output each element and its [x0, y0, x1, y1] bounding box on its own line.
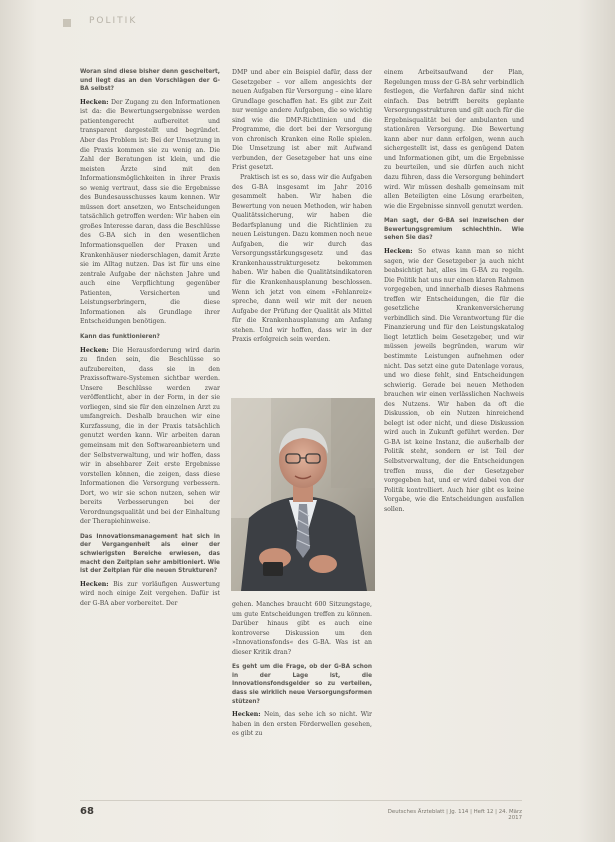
answer-paragraph: [384, 247, 524, 514]
column-1: [80, 68, 220, 609]
header-marker: [63, 19, 71, 27]
column-2: [232, 68, 372, 345]
answer-text: Nein, das sehe ich so nicht. Wir haben in den ersten Förderwellen gesehen, es gibt zu: [232, 711, 372, 738]
body-paragraph: gehen. Manches braucht 600 Sitzungstage, um gute Entscheidungen treffen zu können. Darüber hinaus gibt es auch eine kontroverse Diskussion um den »Innovationsfonds« des G-BA. Was ist an dieser Kritik dran?: [232, 601, 372, 656]
body-paragraph: Praktisch ist es so, dass wir die Aufgaben des G-BA insgesamt im Jahr 2016 gesammelt haben. Wir haben die Bewertung von neuen Methoden, wir haben Qualitätssicherung, wir haben die Bedarfsplanung und die Richtlinien zu neuen Leistungen. Dazu kommen noch neue Aufgaben, die wir durch das Versorgungsstärkungsgesetz und das Krankenhausstrukturgesetz bekommen haben. Wir haben die Qualitätsindikatoren für die Krankenhausplanung beschlossen. Wenn ich jetzt von einem »Fehlanreiz« spreche, dann weil wir mit der neuen Aufgabe der Prüfung der Qualität als Mittel für die Krankenhausplanung am Anfang stehen. Und wir hoffen, dass wir in der Praxis erfolgreich sein werden.: [232, 174, 372, 344]
body-paragraph: einem Arbeitsaufwand der Plan, Regelungen muss der G-BA sehr verbindlich festlegen, die Verfahren dafür sind nicht einfach. Das betrifft bereits geplante Versorgungsstrukturen und gilt auch für die Ergebnisqualität bei der ambulanten und stationären Versorgung. Die Bewertung kann aber nur dann erfolgen, wenn auch sichergestellt ist, dass es genügend Daten und Informationen gibt, um die Ergebnisse zu beurteilen, und sie dürfen auch nicht dazu führen, dass die Versorgung behindert wird. Wir müssen deshalb gemeinsam mit allen Beteiligten eine Lösung erarbeiten, wie die Ergebnisse sinnvoll genutzt werden.: [384, 69, 524, 210]
body-paragraph: DMP und aber ein Beispiel dafür, dass der Gesetzgeber – vor allem angesichts der neuen Aufgaben für Versorgung – eine klare Grundlage geschaffen hat. Es gibt zur Zeit nur wenige andere Aufgaben, die so wichtig sind wie die DMP-Richtlinien und die Programme, die dort bei der Versorgung von chronisch Kranken eine Rolle spielen. Die Umsetzung ist aber mit Aufwand verbunden, der Gesetzgeber hat uns eine Frist gesetzt.: [232, 69, 372, 172]
answer-paragraph: [232, 710, 372, 739]
answer-text: So etwas kann man so nicht sagen, wie der Gesetzgeber ja auch nicht beabsichtigt hat, alles im G-BA zu regeln. Die Politik hat uns nur einen klaren Rahmen vorgegeben, und innerhalb dieses Rahmens treffen wir Entscheidungen, die für die gesetzliche Krankenversicherung verbindlich sind. Die Verantwortung für die Finanzierung und für den Leistungskatalog liegt letztlich beim Gesetzgeber, und wir müssen jeweils begründen, warum wir bestimmte Leistungen aufnehmen oder nicht. Das setzt eine gute Datenlage voraus, und wo diese fehlt, sind Entscheidungen schwierig. Gerade bei neuen Methoden brauchen wir einen verlässlichen Nachweis des Nutzens. Wir haben da oft die Diskussion, ob ein Nutzen hinreichend belegt ist oder nicht, und diese Diskussion wird auch in Zukunft geführt werden. Der G-BA ist keine Instanz, die außerhalb der Politik steht, sondern er ist Teil der Selbstverwaltung, der die Entscheidungen treffen muss, die der Gesetzgeber vorgegeben hat, und er wird dabei von der Politik kontrolliert. Auch hier gibt es keine Vorgabe, wie die Entscheidungen ausfallen sollen.: [384, 247, 524, 513]
speaker-name: Hecken:: [80, 98, 109, 106]
speaker-name: Hecken:: [232, 711, 261, 719]
speaker-name: Hecken:: [384, 247, 413, 255]
intro-question: Woran sind diese bisher denn gescheitert, und liegt das an den Vorschlägen der G-BA selbst?: [80, 69, 220, 93]
speaker-name: Hecken:: [80, 346, 109, 354]
column-2-continued: [232, 600, 372, 739]
question: Das Innovationsmanagement hat sich in der Vergangenheit als einer der schwierigsten Bereiche erwiesen, das macht den Zeitplan sehr ambitioniert. Wie ist der Zeitplan für die neuen Strukturen?: [80, 533, 220, 575]
answer-paragraph: [80, 98, 220, 327]
speaker-name: Hecken:: [80, 580, 109, 588]
question: Man sagt, der G-BA sei inzwischen der Bewertungsgremium schlechthin. Wie sehen Sie das?: [384, 218, 524, 242]
answer-paragraph: [80, 346, 220, 527]
footer-divider: [80, 800, 522, 801]
question: Kann das funktionieren?: [80, 333, 160, 340]
page-header: [63, 14, 533, 30]
answer-text: Die Herausforderung wird darin zu finden sein, die Beschlüsse so aufzubereiten, dass sie in den Praxissoftware-Systemen sichtbar werden. Unsere Beschlüsse werden zwar veröffentlicht, aber in der Form, in der sie vorliegen, sind sie für den einzelnen Arzt zu umfangreich. Deshalb brauchen wir eine Kurzfassung, die in der Praxis tatsächlich genutzt werden kann. Wir arbeiten daran gemeinsam mit den Softwareanbietern und der Selbstverwaltung, und wir hoffen, dass wir in absehbarer Zeit erste Ergebnisse vorstellen können, die zeigen, dass diese Informationen die Versorgung verbessern. Dort, wo wir sie schon nutzen, sehen wir bereits Verbesserungen bei der Verordnungsqualität und bei der Einhaltung der Therapiehinweise.: [80, 346, 220, 526]
interviewee-photo: [231, 398, 375, 591]
publication-info: Deutsches Ärzteblatt | Jg. 114 | Heft 12 | 24. März 2017: [387, 809, 522, 821]
page-number: 68: [80, 806, 94, 817]
answer-text: Der Zugang zu den Informationen ist da: die Bewertungsergebnisse werden patientengerecht aufbereitet und transparent dargestellt und begründet. Aber das Problem ist: Bei der Umsetzung in die Praxis kommen sie zu wenig an. Die Zahl der Beratungen ist klein, und die meisten Ärzte sind mit den Informationsmöglichkeiten in ihrer Praxis so wenig vertraut, dass sie die Ergebnisse des Bundesausschusses kaum kennen. Wir müssen dort ansetzen, wo Entscheidungen tatsächlich getroffen werden: Wir haben ein großes Interesse daran, dass die Beschlüsse des G-BA sich in den wesentlichen Informationsquellen der Praxen und Krankenhäuser niederschlagen, damit Ärzte sie im Alltag nutzen. Das ist für uns eine zentrale Aufgabe der nächsten Jahre und auch eine Verpflichtung gegenüber Patienten, Versicherten und Leistungserbringern, die diese Informationen als Grundlage ihrer Entscheidungen benötigen.: [80, 98, 220, 326]
section-label: POLITIK: [89, 16, 138, 26]
question: Es geht um die Frage, ob der G-BA schon in der Lage ist, die Innovationsfondsgelder so zu verteilen, dass sie wirklich neue Versorgungsformen stützen?: [232, 664, 372, 705]
answer-text: Bis zur vorläufigen Auswertung wird noch einige Zeit vergehen. Dafür ist der G-BA aber vorbereitet. Der: [80, 580, 220, 607]
column-3: [384, 68, 524, 514]
answer-paragraph: [80, 580, 220, 609]
